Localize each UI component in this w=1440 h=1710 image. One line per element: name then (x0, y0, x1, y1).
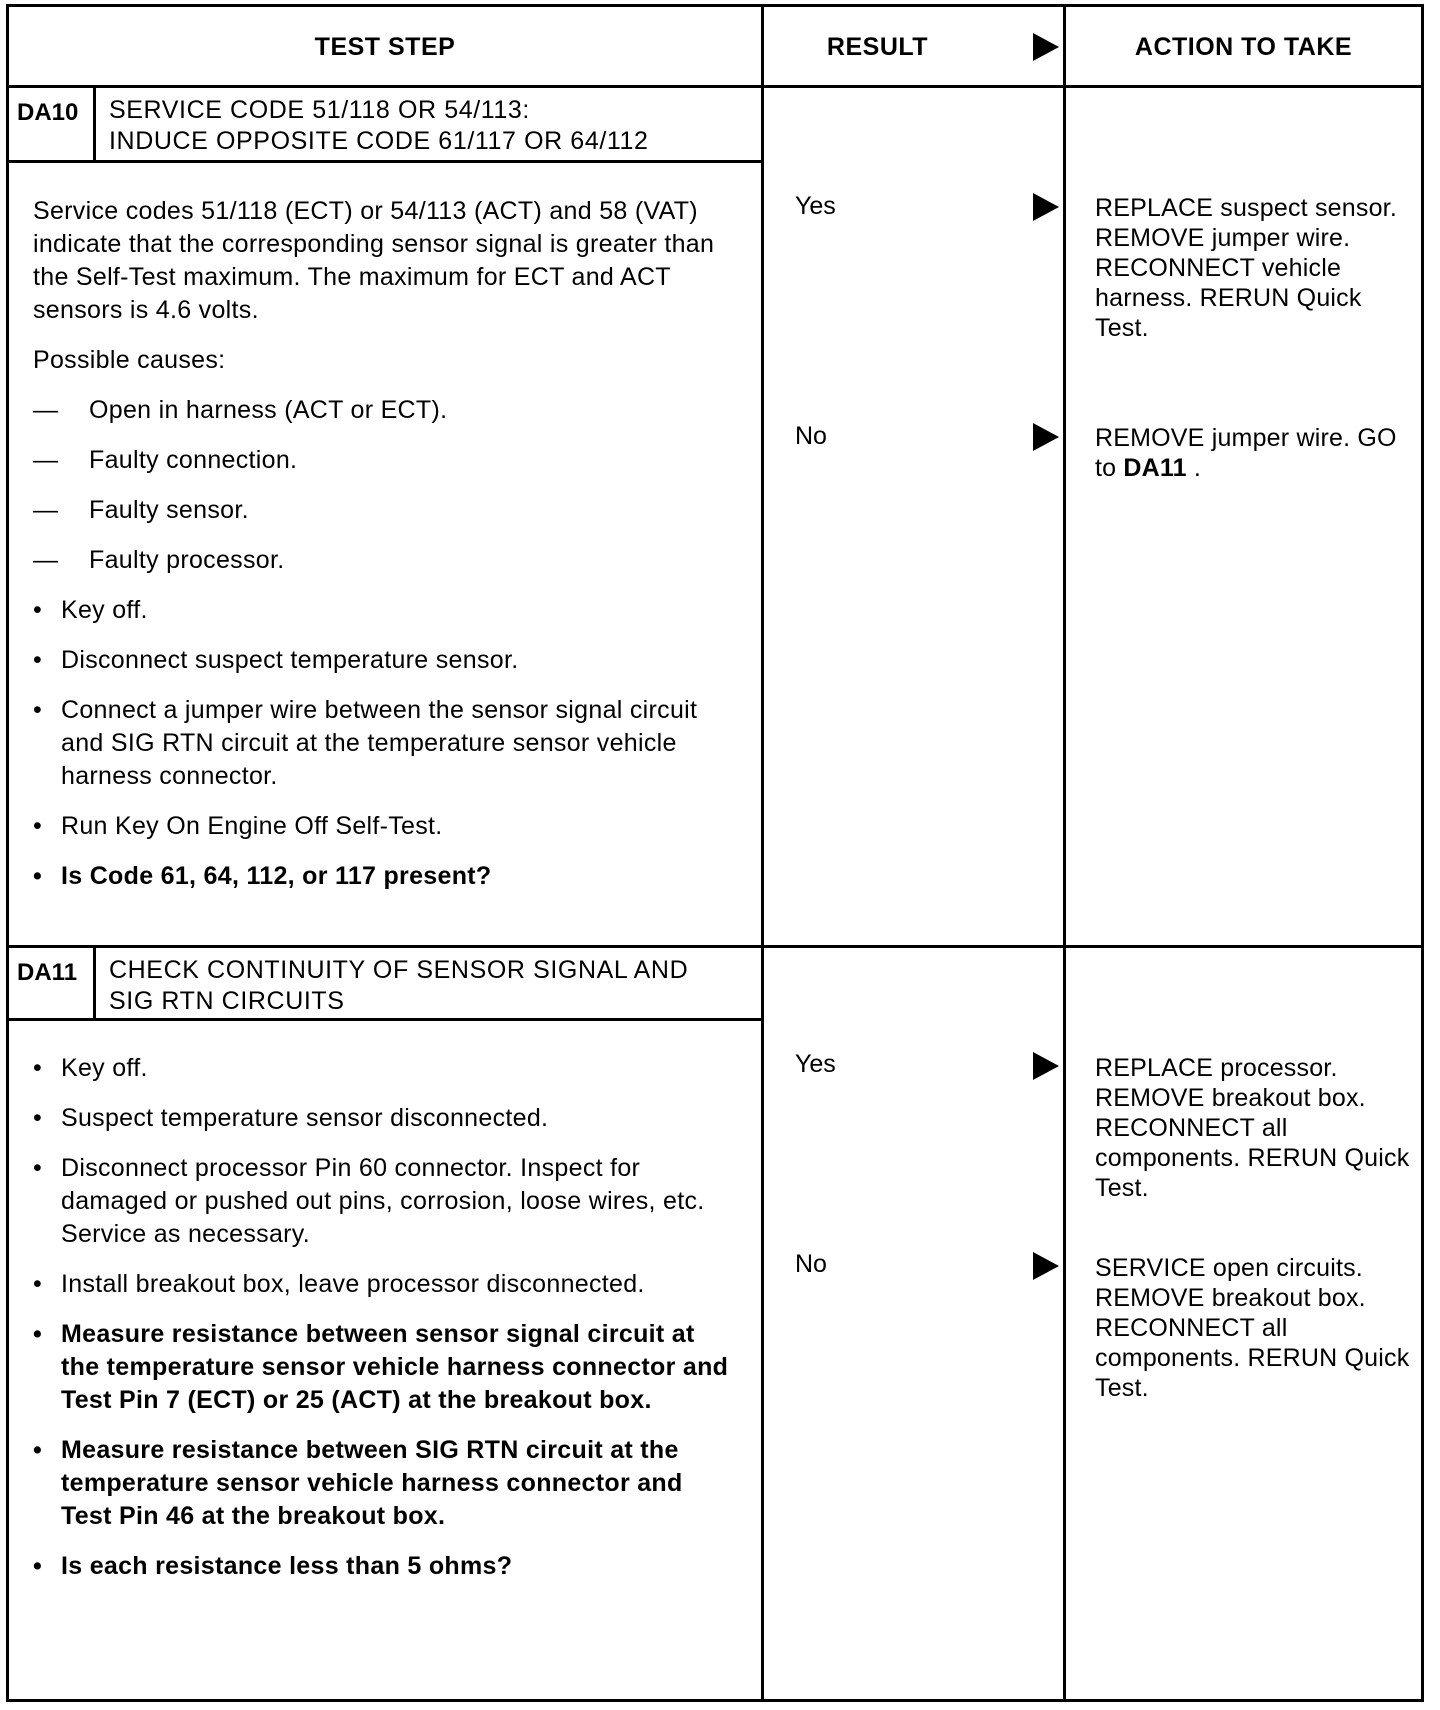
step-title-line: CHECK CONTINUITY OF SENSOR SIGNAL AND (109, 956, 689, 984)
column-divider-result (761, 7, 764, 1699)
bullet-item: • Measure resistance between SIG RTN circuit at the temperature sensor vehicle harness connector and Test Pin 46 at the breakout box. (33, 1436, 683, 1530)
result-arrow-icon (1033, 1052, 1059, 1085)
cause-item: — Faulty processor. (33, 546, 285, 574)
question-item: • Is each resistance less than 5 ohms? (33, 1552, 513, 1580)
header-arrow-icon (1033, 33, 1059, 66)
question-item: • Is Code 61, 64, 112, or 117 present? (33, 862, 492, 890)
bullet-item: • Measure resistance between sensor signal circuit at the temperature sensor vehicle harness connector and Test Pin 7 (ECT) or 25 (ACT) at the breakout box. (33, 1320, 729, 1414)
result-arrow-icon (1033, 1252, 1059, 1285)
step-title-divider (9, 160, 761, 163)
step-title-da11 (109, 955, 688, 1017)
action-da10-no: REMOVE jumper wire. GO to DA11 . (1095, 424, 1397, 482)
bullet-item: • Disconnect suspect temperature sensor. (33, 646, 519, 674)
bullet-item: • Key off. (33, 1054, 148, 1082)
header-result-label: RESULT (826, 32, 929, 61)
step-title-da10 (109, 95, 649, 157)
step-id-divider (93, 945, 96, 1021)
bullet-item: • Key off. (33, 596, 148, 624)
result-yes: Yes (795, 1050, 836, 1078)
step-title-line: SERVICE CODE 51/118 OR 54/113: (109, 96, 530, 124)
cause-item: — Faulty sensor. (33, 496, 249, 524)
result-arrow-icon (1033, 423, 1059, 456)
intro-text: Service codes 51/118 (ECT) or 54/113 (ACT) and 58 (VAT) indicate that the corresponding sensor signal is greater than the Self-Test maximum. The maximum for ECT and ACT sensors is 4.6 volts. (33, 197, 715, 324)
result-yes: Yes (795, 192, 836, 220)
step-body-da10 (33, 195, 733, 910)
step-body-da11 (33, 1052, 738, 1600)
action-da11-no: SERVICE open circuits. REMOVE breakout box. RECONNECT all components. RERUN Quick Test. (1095, 1254, 1410, 1402)
result-arrow-icon (1033, 193, 1059, 226)
bullet-item: • Disconnect processor Pin 60 connector. Inspect for damaged or pushed out pins, corrosion, loose wires, etc. Service as necessary. (33, 1154, 705, 1248)
column-divider-action (1063, 7, 1066, 1699)
step-id-da11: DA11 (17, 959, 78, 986)
bullet-item: • Run Key On Engine Off Self-Test. (33, 812, 443, 840)
step-divider (9, 945, 1421, 948)
action-da10-yes: REPLACE suspect sensor. REMOVE jumper wire. RECONNECT vehicle harness. RERUN Quick Test. (1095, 194, 1397, 342)
cause-item: — Faulty connection. (33, 446, 298, 474)
header-divider (9, 85, 1421, 88)
diagnostic-table (6, 4, 1424, 1702)
step-title-line: INDUCE OPPOSITE CODE 61/117 OR 64/112 (109, 127, 649, 155)
bullet-item: • Install breakout box, leave processor disconnected. (33, 1270, 645, 1298)
header-test-step: TEST STEP (314, 32, 456, 61)
action-da11-yes: REPLACE processor. REMOVE breakout box. RECONNECT all components. RERUN Quick Test. (1095, 1054, 1410, 1202)
step-id-da10: DA10 (17, 99, 79, 126)
bullet-item: • Connect a jumper wire between the sensor signal circuit and SIG RTN circuit at the temperature sensor vehicle harness connector. (33, 696, 698, 790)
result-no: No (795, 1250, 827, 1278)
result-no: No (795, 422, 827, 450)
causes-label: Possible causes: (33, 346, 226, 374)
header-result (764, 7, 1063, 87)
step-title-line: SIG RTN CIRCUITS (109, 987, 345, 1015)
header-action: ACTION TO TAKE (1134, 32, 1353, 61)
step-title-divider (9, 1018, 761, 1021)
cause-item: — Open in harness (ACT or ECT). (33, 396, 448, 424)
step-id-divider (93, 85, 96, 163)
step-reference-da11[interactable]: DA11 (1123, 454, 1187, 482)
bullet-item: • Suspect temperature sensor disconnected. (33, 1104, 549, 1132)
